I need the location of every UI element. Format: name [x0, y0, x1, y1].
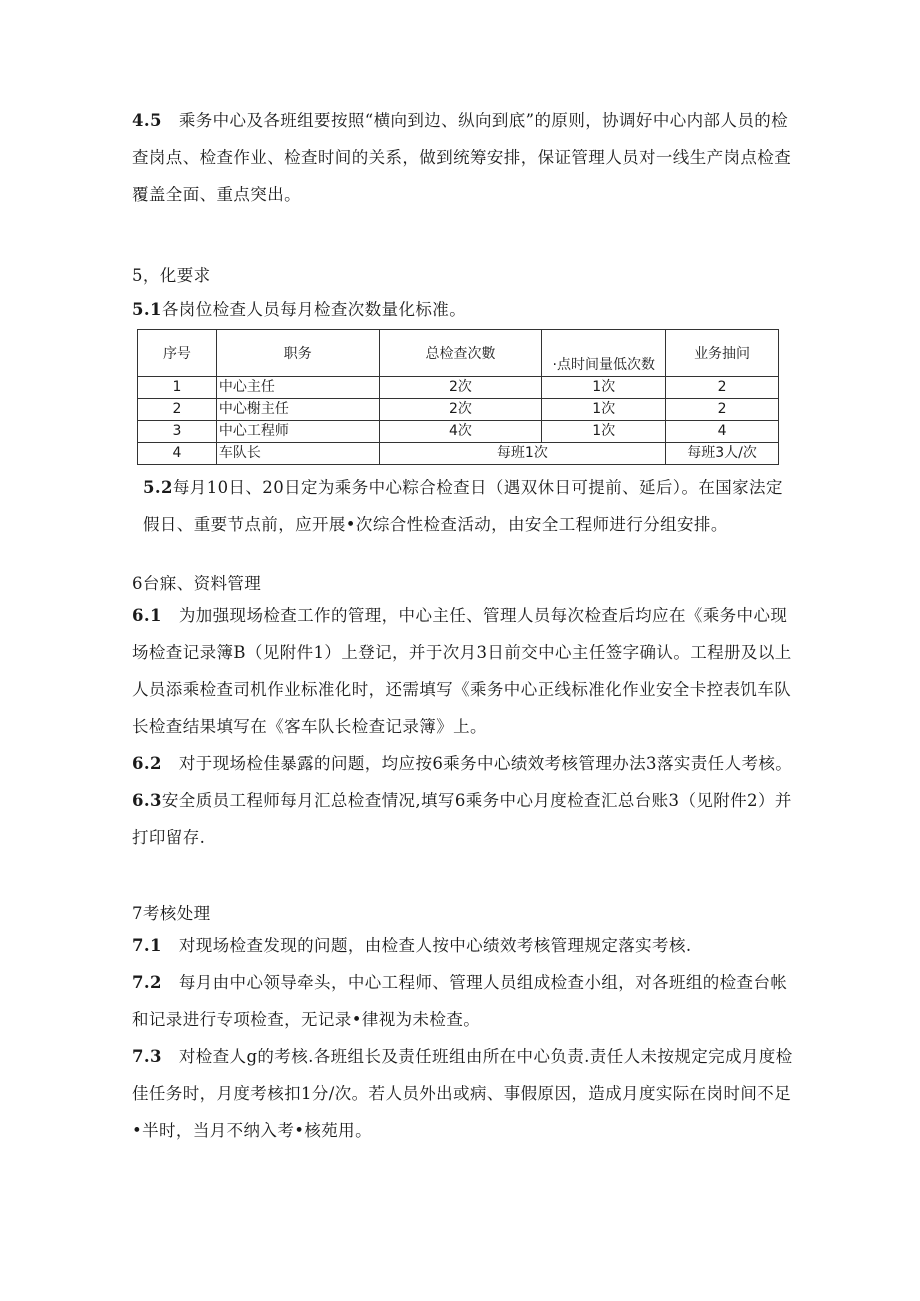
table-cell-merged: 每班1次	[379, 443, 666, 465]
table-cell: 3	[138, 421, 217, 443]
section-heading-6: 6台寐、资料管理	[132, 574, 262, 593]
paragraph-7-1	[132, 927, 794, 964]
inspection-quota-table	[137, 329, 779, 465]
table-row	[138, 377, 779, 399]
table-cell: 1次	[542, 377, 666, 399]
header-cell: 序号	[138, 330, 217, 377]
section-number: 4.5	[132, 111, 162, 130]
paragraph-6-2	[132, 745, 794, 782]
table-cell: 中心榭主任	[216, 399, 379, 421]
paragraph-text: 安全质员工程师每月汇总检查情况,填写6乘务中心月度检查汇总台账3（见附件2）并打印留存.	[132, 791, 792, 847]
section-number: 7.3	[132, 1047, 162, 1066]
section-number: 5.2	[143, 478, 173, 497]
table-cell: 4	[138, 443, 217, 465]
paragraph-5-1	[132, 291, 794, 328]
section-heading-7: 7考核处理	[132, 904, 211, 923]
header-cell: 职务	[216, 330, 379, 377]
table-row	[138, 399, 779, 421]
paragraph-5-2	[143, 469, 793, 543]
header-cell: ·点时间量低次数	[542, 330, 666, 377]
table-cell: 2	[138, 399, 217, 421]
paragraph-4-5	[132, 102, 794, 213]
section-number: 6.1	[132, 606, 162, 625]
table-cell: 中心工程师	[216, 421, 379, 443]
table-cell: 1次	[542, 399, 666, 421]
paragraph-7-3	[132, 1038, 794, 1149]
paragraph-text: 为加强现场检查工作的管理，中心主任、管理人员每次检查后均应在《乘务中心现场检查记录簿B（见附件1）上登记，并于次月3日前交中心主任签字确认。工程册及以上人员添乘检查司机作业标准化时，还需填写《乘务中心正线标准化作业安全卡控表饥车队长检查结果填写在《客车队长检查记录簿》上。	[132, 606, 792, 736]
paragraph-text: 对于现场检佳暴露的问题，均应按6乘务中心绩效考核管理办法3落实责任人考核。	[178, 754, 793, 773]
section-number: 7.1	[132, 936, 162, 955]
table-cell: 每班3人/次	[666, 443, 779, 465]
table-cell: 4	[666, 421, 779, 443]
paragraph-text: 对检查人g的考核.各班组长及责任班组由所在中心负责.责任人未按规定完成月度检佳任务时，月度考核扣1分/次。若人员外出或病、事假原因，造成月度实际在岗时间不足•半时，当月不纳入考•核苑用。	[132, 1047, 793, 1140]
paragraph-6-1	[132, 597, 794, 745]
paragraph-text: 每月由中心领导牵头，中心工程师、管理人员组成检查小组，对各班组的检查台帐和记录进行专项检查，无记录•律视为未检查。	[132, 973, 788, 1029]
paragraph-text: 每月10日、20日定为乘务中心粽合检查日（遇双休日可提前、延后）。在国家法定假日、重要节点前，应开展•次综合性检查活动，由安全工程师进行分组安排。	[143, 478, 783, 534]
table-cell: 车队长	[216, 443, 379, 465]
table-cell: 2	[666, 399, 779, 421]
paragraph-text: 各岗位检查人员每月检查次数量化标准。	[161, 300, 467, 319]
section-number: 6.2	[132, 754, 162, 773]
section-number: 6.3	[132, 791, 162, 810]
table-cell: 1次	[542, 421, 666, 443]
table-cell: 4次	[379, 421, 542, 443]
section-number: 5.1	[132, 300, 162, 319]
table-row	[138, 421, 779, 443]
section-number: 7.2	[132, 973, 162, 992]
section-heading-5: 5，化要求	[132, 266, 211, 285]
paragraph-6-3	[132, 782, 794, 856]
table-header-row	[138, 330, 779, 377]
paragraph-text: 对现场检查发现的问题，由检查人按中心绩效考核管理规定落实考核.	[178, 936, 692, 955]
table-row	[138, 443, 779, 465]
table-cell: 2次	[379, 377, 542, 399]
header-cell: 总检查次數	[379, 330, 542, 377]
paragraph-7-2	[132, 964, 794, 1038]
table-cell: 2	[666, 377, 779, 399]
paragraph-text: 乘务中心及各班组要按照“横向到边、纵向到底”的原则，协调好中心内部人员的检查岗点、检查作业、检查时间的关系，做到统筹安排，保证管理人员对一线生产岗点检查覆盖全面、重点突出。	[132, 111, 792, 204]
table-cell: 中心主任	[216, 377, 379, 399]
table-cell: 1	[138, 377, 217, 399]
header-cell: 业务抽问	[666, 330, 779, 377]
table-cell: 2次	[379, 399, 542, 421]
